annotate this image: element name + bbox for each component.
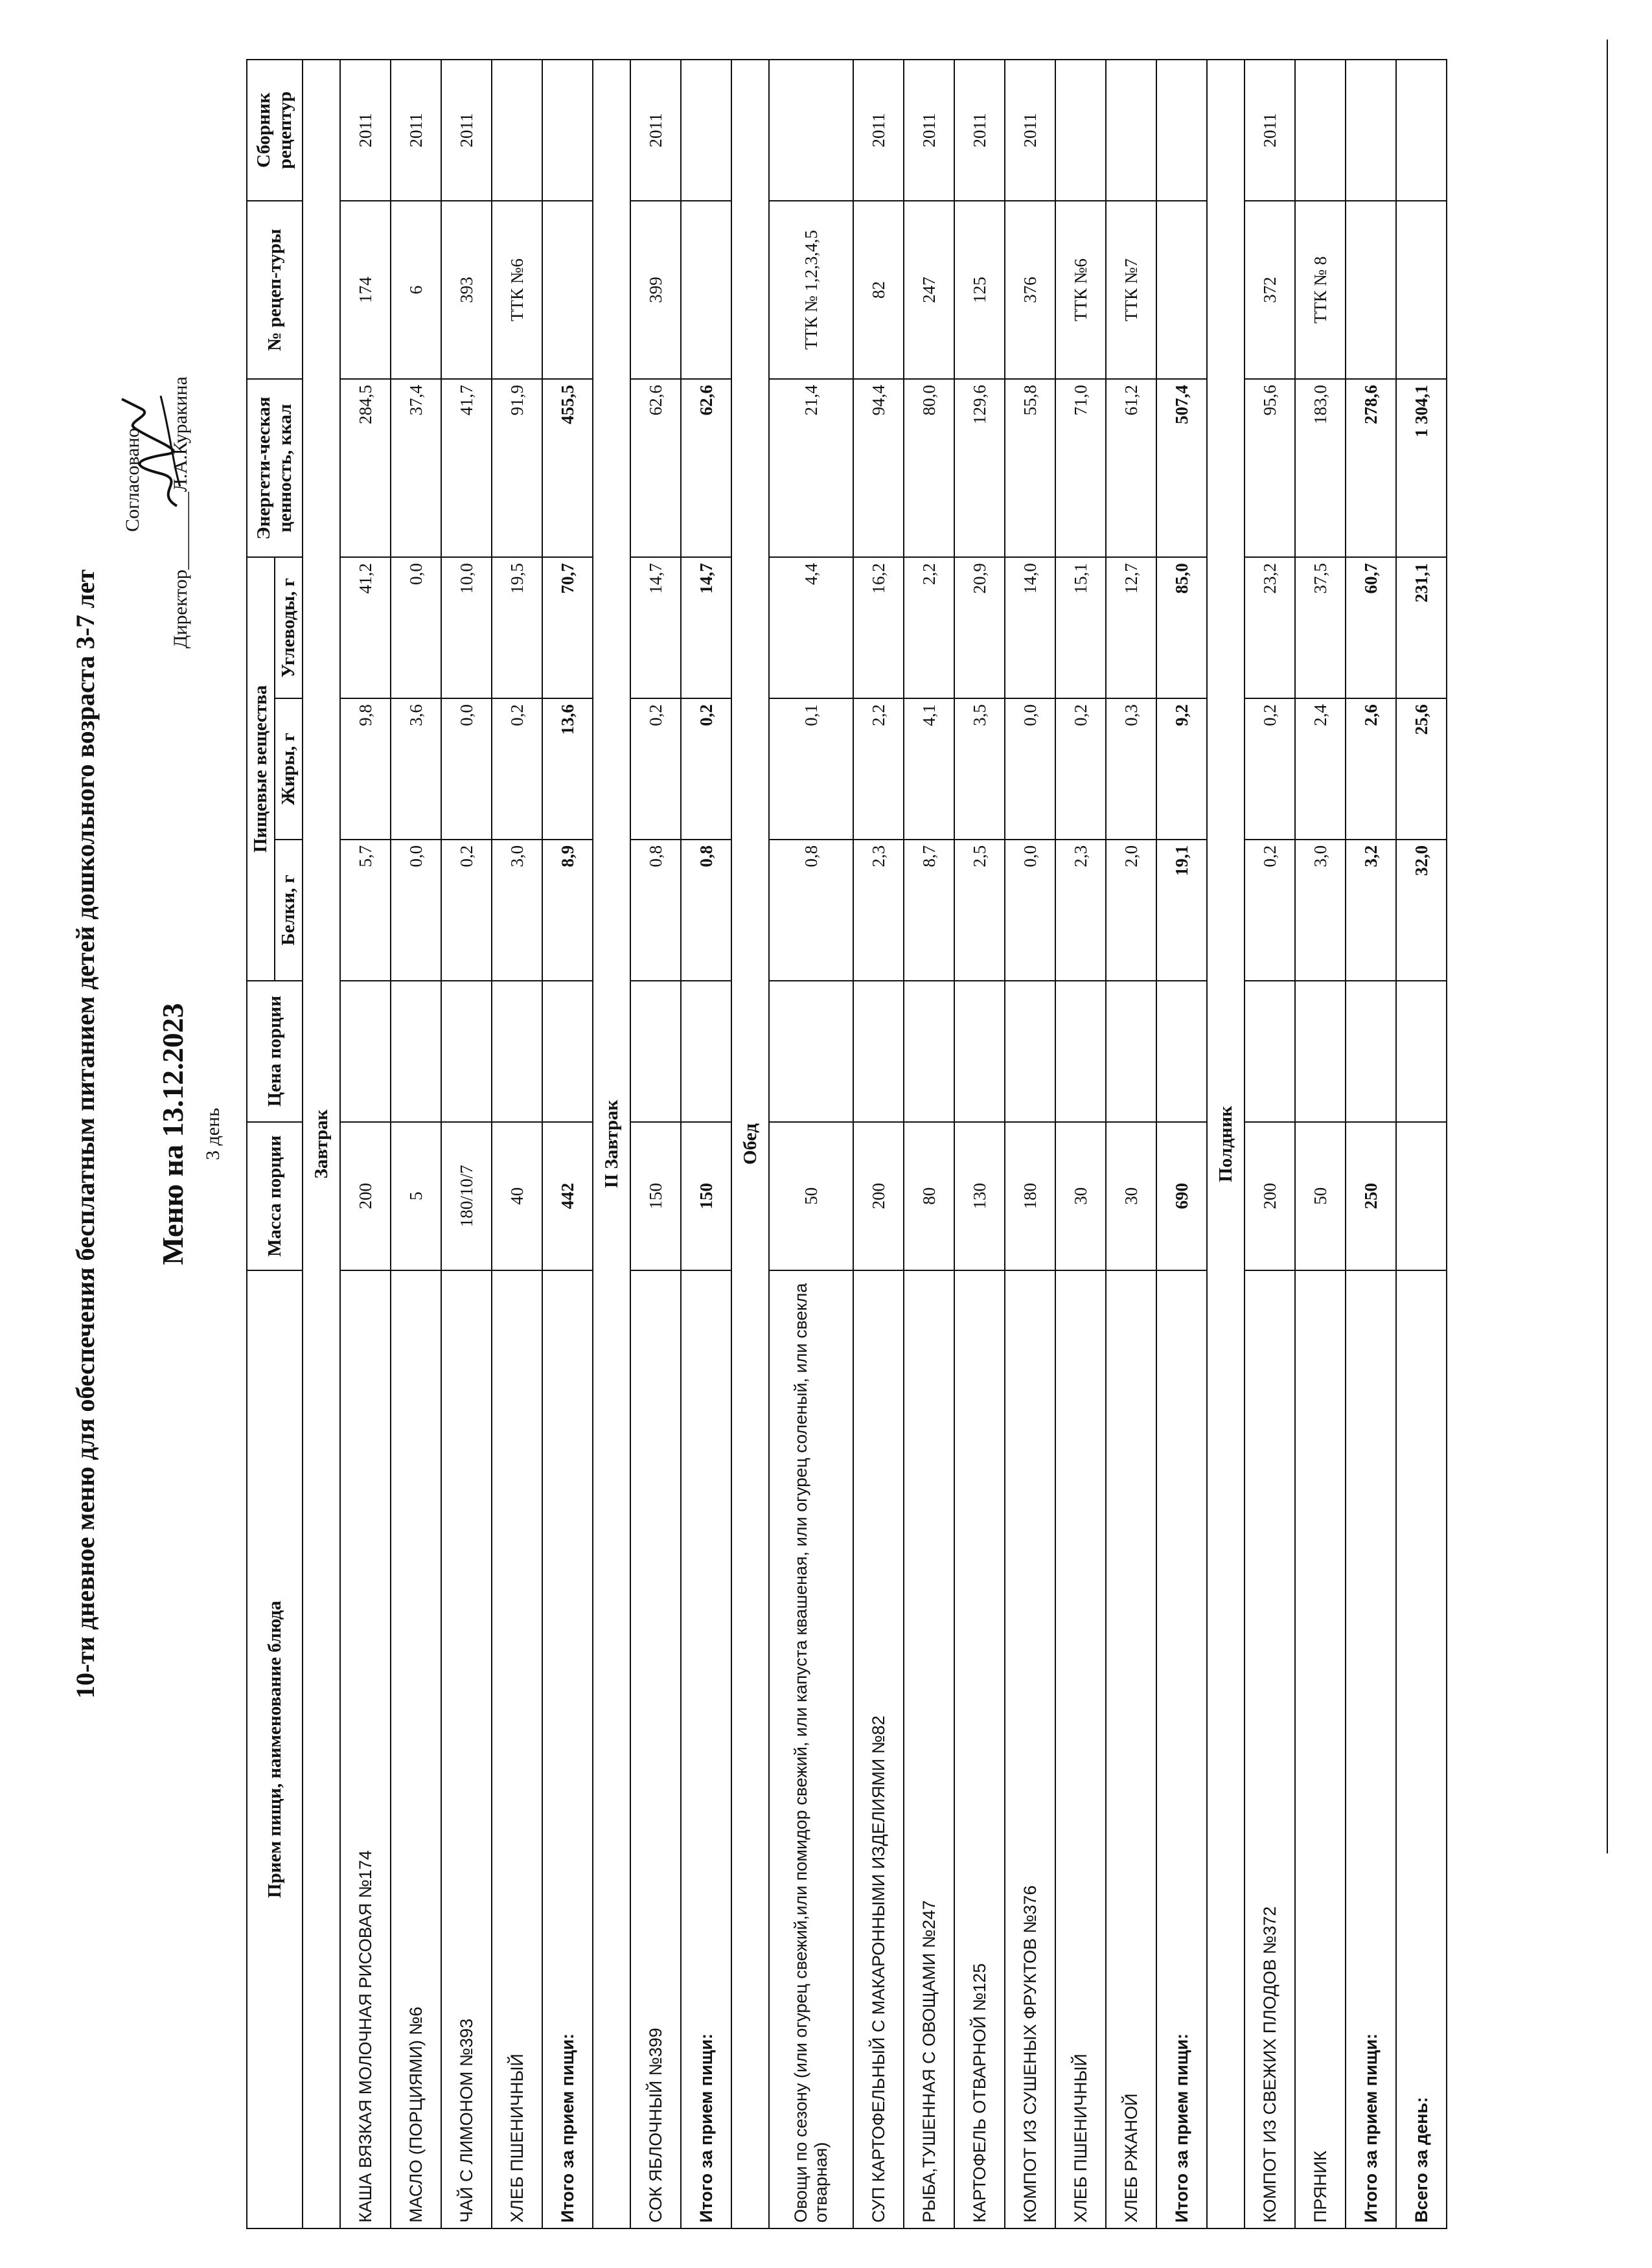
dish-collection: 2011	[1245, 60, 1295, 201]
dish-energy: 183,0	[1295, 379, 1346, 557]
dish-carbs: 10,0	[441, 557, 492, 698]
dish-recipe: ТТК № 8	[1295, 201, 1346, 379]
menu-body	[303, 60, 1447, 2228]
dish-fat: 0,2	[630, 698, 681, 840]
dish-recipe: 376	[1005, 201, 1055, 379]
header-row-1	[247, 60, 275, 2228]
section-title: II Завтрак	[593, 60, 630, 2228]
dish-energy: 62,6	[630, 379, 681, 557]
dish-energy: 95,6	[1245, 379, 1295, 557]
dish-mass: 50	[1295, 1122, 1346, 1270]
dish-collection: 2011	[853, 60, 904, 201]
dish-fat: 0,2	[492, 698, 542, 840]
meal-total-label: Итого за прием пищи:	[1346, 1270, 1396, 2228]
dish-protein: 0,8	[769, 840, 853, 981]
dish-mass: 130	[954, 1122, 1005, 1270]
dish-collection: 2011	[954, 60, 1005, 201]
dish-row	[1055, 60, 1106, 2228]
director-signature	[115, 389, 200, 512]
meal-total-fat: 9,2	[1156, 698, 1207, 840]
dish-mass: 30	[1106, 1122, 1156, 1270]
dish-row	[1005, 60, 1055, 2228]
director-label: Директор	[170, 569, 191, 648]
meal-total-mass: 150	[681, 1122, 731, 1270]
meal-total-label: Итого за прием пищи:	[1156, 1270, 1207, 2228]
dish-protein: 3,0	[492, 840, 542, 981]
dish-protein: 2,3	[1055, 840, 1106, 981]
meal-total-carbs: 85,0	[1156, 557, 1207, 698]
dish-collection	[1295, 60, 1346, 201]
meal-total-carbs: 14,7	[681, 557, 731, 698]
meal-total-collection	[681, 60, 731, 201]
dish-energy: 61,2	[1106, 379, 1156, 557]
day-total-fat: 25,6	[1396, 698, 1447, 840]
meal-total-mass: 442	[542, 1122, 593, 1270]
day-total-protein: 32,0	[1396, 840, 1447, 981]
dish-row	[853, 60, 904, 2228]
meal-total-label: Итого за прием пищи:	[681, 1270, 731, 2228]
day-total-mass	[1396, 1122, 1447, 1270]
dish-row	[340, 60, 391, 2228]
dish-row	[769, 60, 853, 2228]
dish-fat: 0,2	[1245, 698, 1295, 840]
dish-mass: 50	[769, 1122, 853, 1270]
menu-table	[246, 59, 1447, 2229]
dish-name: ХЛЕБ ПШЕНИЧНЫЙ	[1055, 1270, 1106, 2228]
dish-mass: 5	[391, 1122, 441, 1270]
dish-recipe: 82	[853, 201, 904, 379]
dish-energy: 129,6	[954, 379, 1005, 557]
dish-mass: 40	[492, 1122, 542, 1270]
dish-fat: 9,8	[340, 698, 391, 840]
dish-mass: 180	[1005, 1122, 1055, 1270]
dish-mass: 200	[340, 1122, 391, 1270]
dish-carbs: 0,0	[391, 557, 441, 698]
dish-name: МАСЛО (ПОРЦИЯМИ) №6	[391, 1270, 441, 2228]
meal-total-fat: 2,6	[1346, 698, 1396, 840]
meal-total-price	[542, 981, 593, 1122]
meal-total-protein: 3,2	[1346, 840, 1396, 981]
day-total-label: Всего за день:	[1396, 1270, 1447, 2228]
dish-recipe: 247	[904, 201, 954, 379]
dish-name: РЫБА,ТУШЕННАЯ С ОВОЩАМИ №247	[904, 1270, 954, 2228]
meal-total-recipe	[681, 201, 731, 379]
dish-carbs: 16,2	[853, 557, 904, 698]
meal-total-energy: 62,6	[681, 379, 731, 557]
footer-rule	[1607, 40, 1608, 1853]
dish-energy: 80,0	[904, 379, 954, 557]
dish-name: ЧАЙ С ЛИМОНОМ №393	[441, 1270, 492, 2228]
meal-total-protein: 19,1	[1156, 840, 1207, 981]
dish-protein: 2,5	[954, 840, 1005, 981]
dish-mass: 200	[853, 1122, 904, 1270]
dish-fat: 3,5	[954, 698, 1005, 840]
dish-price	[904, 981, 954, 1122]
dish-row	[630, 60, 681, 2228]
meal-total-mass: 250	[1346, 1122, 1396, 1270]
dish-protein: 0,0	[391, 840, 441, 981]
day-total-carbs: 231,1	[1396, 557, 1447, 698]
day-total-collection	[1396, 60, 1447, 201]
dish-collection	[492, 60, 542, 201]
dish-fat: 0,0	[441, 698, 492, 840]
dish-energy: 55,8	[1005, 379, 1055, 557]
section-row	[731, 60, 769, 2228]
dish-energy: 284,5	[340, 379, 391, 557]
day-label: 3 день	[202, 1108, 224, 1160]
dish-fat: 4,1	[904, 698, 954, 840]
dish-carbs: 14,7	[630, 557, 681, 698]
dish-collection	[1106, 60, 1156, 201]
dish-mass: 200	[1245, 1122, 1295, 1270]
dish-recipe: 125	[954, 201, 1005, 379]
dish-protein: 0,2	[441, 840, 492, 981]
dish-price	[340, 981, 391, 1122]
dish-mass: 150	[630, 1122, 681, 1270]
dish-collection	[769, 60, 853, 201]
dish-protein: 3,0	[1295, 840, 1346, 981]
dish-row	[492, 60, 542, 2228]
dish-name: ХЛЕБ РЖАНОЙ	[1106, 1270, 1156, 2228]
dish-price	[1295, 981, 1346, 1122]
menu-date: Меню на 13.12.2023	[156, 1003, 189, 1265]
dish-energy: 71,0	[1055, 379, 1106, 557]
section-title: Обед	[731, 60, 769, 2228]
meal-total-row	[681, 60, 731, 2228]
meal-total-price	[1156, 981, 1207, 1122]
section-row	[303, 60, 340, 2228]
dish-row	[904, 60, 954, 2228]
dish-collection: 2011	[630, 60, 681, 201]
dish-collection: 2011	[340, 60, 391, 201]
dish-row	[391, 60, 441, 2228]
dish-protein: 0,2	[1245, 840, 1295, 981]
dish-recipe: 174	[340, 201, 391, 379]
dish-recipe: ТТК № 1,2,3,4,5	[769, 201, 853, 379]
day-total-price	[1396, 981, 1447, 1122]
dish-name: СОК ЯБЛОЧНЫЙ №399	[630, 1270, 681, 2228]
dish-collection: 2011	[391, 60, 441, 201]
dish-energy: 41,7	[441, 379, 492, 557]
dish-recipe: 372	[1245, 201, 1295, 379]
dish-carbs: 23,2	[1245, 557, 1295, 698]
meal-total-fat: 13,6	[542, 698, 593, 840]
col-recipe: № рецеп-туры	[247, 201, 303, 379]
meal-total-row	[1156, 60, 1207, 2228]
dish-name: КОМПОТ ИЗ СУШЕНЫХ ФРУКТОВ №376	[1005, 1270, 1055, 2228]
dish-fat: 2,4	[1295, 698, 1346, 840]
col-nutrients: Пищевые вещества	[247, 557, 275, 981]
dish-collection: 2011	[441, 60, 492, 201]
dish-price	[1055, 981, 1106, 1122]
dish-carbs: 41,2	[340, 557, 391, 698]
dish-name: КАША ВЯЗКАЯ МОЛОЧНАЯ РИСОВАЯ №174	[340, 1270, 391, 2228]
col-fat: Жиры, г	[275, 698, 303, 840]
dish-row	[954, 60, 1005, 2228]
dish-name: Овощи по сезону (или огурец свежий,или помидор свежий, или капуста квашеная, или огурец соленый, или свекла отварная)	[769, 1270, 853, 2228]
dish-carbs: 2,2	[904, 557, 954, 698]
dish-price	[391, 981, 441, 1122]
meal-total-recipe	[1346, 201, 1396, 379]
meal-total-label: Итого за прием пищи:	[542, 1270, 593, 2228]
dish-mass: 180/10/7	[441, 1122, 492, 1270]
dish-carbs: 12,7	[1106, 557, 1156, 698]
dish-protein: 2,0	[1106, 840, 1156, 981]
col-price: Цена порции	[247, 981, 303, 1122]
dish-recipe: ТТК №7	[1106, 201, 1156, 379]
meal-total-row	[542, 60, 593, 2228]
dish-recipe: 6	[391, 201, 441, 379]
dish-name: СУП КАРТОФЕЛЬНЫЙ С МАКАРОННЫМИ ИЗДЕЛИЯМИ №82	[853, 1270, 904, 2228]
dish-recipe: ТТК №6	[492, 201, 542, 379]
dish-name: КОМПОТ ИЗ СВЕЖИХ ПЛОДОВ №372	[1245, 1270, 1295, 2228]
meal-total-collection	[1346, 60, 1396, 201]
dish-row	[1245, 60, 1295, 2228]
meal-total-recipe	[542, 201, 593, 379]
dish-energy: 37,4	[391, 379, 441, 557]
col-name: Прием пищи, наименование блюда	[247, 1270, 303, 2228]
section-title: Полдник	[1207, 60, 1245, 2228]
col-carbs: Углеводы, г	[275, 557, 303, 698]
dish-protein: 8,7	[904, 840, 954, 981]
dish-fat: 2,2	[853, 698, 904, 840]
dish-price	[1245, 981, 1295, 1122]
section-row	[1207, 60, 1245, 2228]
dish-name: КАРТОФЕЛЬ ОТВАРНОЙ №125	[954, 1270, 1005, 2228]
dish-mass: 80	[904, 1122, 954, 1270]
col-collection: Сборник рецептур	[247, 60, 303, 201]
dish-name: ПРЯНИК	[1295, 1270, 1346, 2228]
meal-total-collection	[542, 60, 593, 201]
dish-collection: 2011	[904, 60, 954, 201]
meal-total-protein: 0,8	[681, 840, 731, 981]
document-title: 10-ти дневное меню для обеспечения бесплатным питанием детей дошкольного возраста 3-7 лет	[71, 569, 100, 1699]
dish-fat: 0,0	[1005, 698, 1055, 840]
meal-total-carbs: 60,7	[1346, 557, 1396, 698]
meal-total-protein: 8,9	[542, 840, 593, 981]
dish-carbs: 4,4	[769, 557, 853, 698]
signature-blank: ________	[170, 492, 191, 570]
dish-price	[630, 981, 681, 1122]
dish-carbs: 14,0	[1005, 557, 1055, 698]
meal-total-price	[1346, 981, 1396, 1122]
dish-carbs: 15,1	[1055, 557, 1106, 698]
meal-total-energy: 455,5	[542, 379, 593, 557]
dish-row	[441, 60, 492, 2228]
meal-total-carbs: 70,7	[542, 557, 593, 698]
dish-fat: 0,1	[769, 698, 853, 840]
meal-total-fat: 0,2	[681, 698, 731, 840]
day-total-recipe	[1396, 201, 1447, 379]
dish-price	[441, 981, 492, 1122]
dish-carbs: 20,9	[954, 557, 1005, 698]
dish-collection: 2011	[1005, 60, 1055, 201]
dish-protein: 0,0	[1005, 840, 1055, 981]
dish-energy: 94,4	[853, 379, 904, 557]
dish-fat: 3,6	[391, 698, 441, 840]
dish-name: ХЛЕБ ПШЕНИЧНЫЙ	[492, 1270, 542, 2228]
meal-total-energy: 507,4	[1156, 379, 1207, 557]
dish-recipe: ТТК №6	[1055, 201, 1106, 379]
dish-row	[1106, 60, 1156, 2228]
meal-total-energy: 278,6	[1346, 379, 1396, 557]
dish-carbs: 19,5	[492, 557, 542, 698]
dish-collection	[1055, 60, 1106, 201]
meal-total-row	[1346, 60, 1396, 2228]
dish-price	[1005, 981, 1055, 1122]
dish-carbs: 37,5	[1295, 557, 1346, 698]
dish-fat: 0,3	[1106, 698, 1156, 840]
dish-price	[853, 981, 904, 1122]
approval-label: Согласовано	[122, 428, 143, 532]
dish-price	[492, 981, 542, 1122]
col-mass: Масса порции	[247, 1122, 303, 1270]
dish-recipe: 393	[441, 201, 492, 379]
section-title: Завтрак	[303, 60, 340, 2228]
dish-energy: 91,9	[492, 379, 542, 557]
col-energy: Энергети-ческая ценность, ккал	[247, 379, 303, 557]
section-row	[593, 60, 630, 2228]
dish-price	[1106, 981, 1156, 1122]
dish-mass: 30	[1055, 1122, 1106, 1270]
dish-protein: 0,8	[630, 840, 681, 981]
dish-price	[769, 981, 853, 1122]
day-total-row	[1396, 60, 1447, 2228]
dish-protein: 5,7	[340, 840, 391, 981]
dish-row	[1295, 60, 1346, 2228]
meal-total-mass: 690	[1156, 1122, 1207, 1270]
meal-total-collection	[1156, 60, 1207, 201]
col-protein: Белки, г	[275, 840, 303, 981]
director-name: Л.А.Куракина	[170, 376, 191, 492]
meal-total-price	[681, 981, 731, 1122]
dish-fat: 0,2	[1055, 698, 1106, 840]
dish-protein: 2,3	[853, 840, 904, 981]
meal-total-recipe	[1156, 201, 1207, 379]
dish-price	[954, 981, 1005, 1122]
day-total-energy: 1 304,1	[1396, 379, 1447, 557]
dish-recipe: 399	[630, 201, 681, 379]
dish-energy: 21,4	[769, 379, 853, 557]
